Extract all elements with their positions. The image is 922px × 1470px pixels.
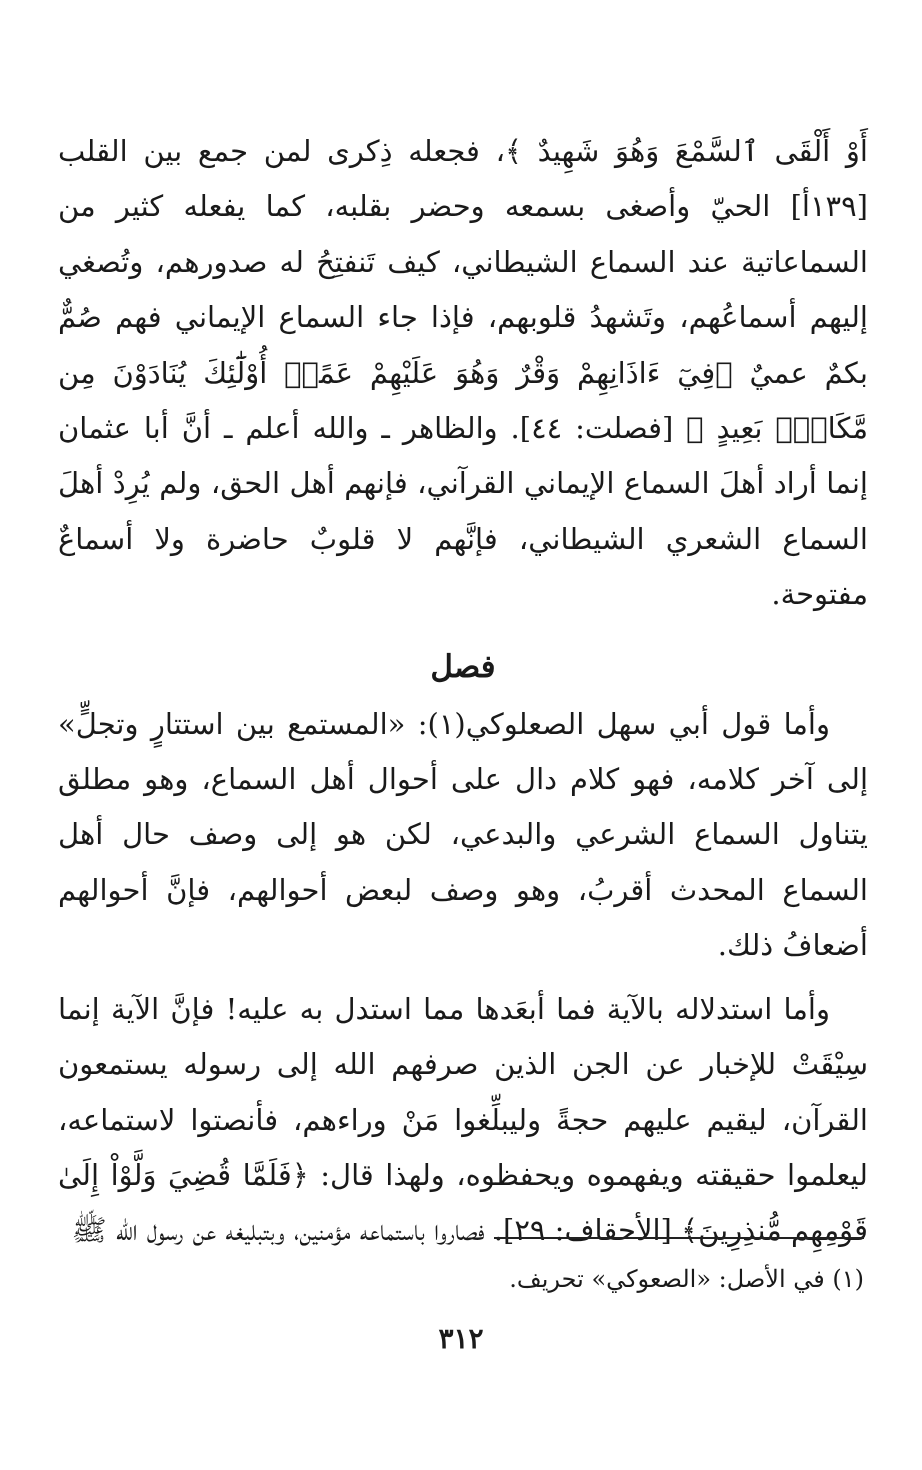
page-number: ٣١٢ [438, 1322, 484, 1355]
paragraph-gap [58, 974, 868, 982]
page-body [58, 124, 868, 1259]
paragraph-2: وأما قول أبي سهل الصعلوكي(١): «المستمع بين استتارٍ وتجلٍّ» إلى آخر كلامه، فهو كلام دال على أحوال أهل السماع، وهو مطلق يتناول السماع الشرعي والبدعي، لكن هو إلى وصف حال أهل السماع المحدث أقربُ، وهو وصف لبعض أحوالهم، فإنَّ أحوالهم أضعافُ ذلك. [58, 706, 868, 963]
footnote-divider [494, 1237, 864, 1239]
paragraph-1: أَوْ أَلْقَى ٱلسَّمْعَ وَهُوَ شَهِيدٌ ﴾، فجعله ذِكرى لمن جمع بين القلب [١٣٩أ] الحيّ وأصغى بسمعه وحضر بقلبه، كما يفعله كثير من السماعاتية عند السماع الشيطاني، كيف تَنفتِحُ له صدورهم، وتُصغي إليهم أسماعُهم، وتَشهدُ قلوبهم، فإذا جاء السماع الإيماني فهم صُمٌّ بكمٌ عميٌ ﴿فِيٓ ءَاذَانِهِمْ وَقْرٌ وَهُوَ عَلَيْهِمْ عَمًىۚ أُوْلَٰٓئِكَ يُنَادَوْنَ مِن مَّكَانِۭ بَعِيدٍ ﴾ [فصلت: ٤٤]. والظاهر ـ والله أعلم ـ أنَّ أبا عثمان إنما أراد أهلَ السماع الإيماني القرآني، فإنهم أهل الحق، ولم يُرِدْ أهلَ السماع الشعري الشيطاني، فإنَّهم لا قلوبٌ حاضرة ولا أسماعٌ مفتوحة. [58, 134, 868, 612]
paragraph-3: وأما استدلاله بالآية فما أبعَدها مما استدل به عليه! فإنَّ الآية إنما سِيْقَتْ للإخبار عن الجن الذين صرفهم الله إلى رسوله يستمعون القرآن، ليقيم عليهم حجةً وليبلِّغوا مَنْ وراءهم، فأنصتوا لاستماعه، ليعلموا حقيقته ويفهموه ويحفظوه، ولهذا قال: ﴿فَلَمَّا قُضِيَ وَلَّوْاْ إِلَىٰ قَوْمِهِم مُّنذِرِينَ﴾ [الأحقاف: ٢٩]. فصاروا باستماعه مؤمنين، وبتبليغه عن رسول الله ﷺ [58, 991, 868, 1248]
footnote: (١) في الأصل: «الصعوكي» تحريف. [509, 1265, 864, 1293]
section-heading: فصل [430, 648, 496, 685]
